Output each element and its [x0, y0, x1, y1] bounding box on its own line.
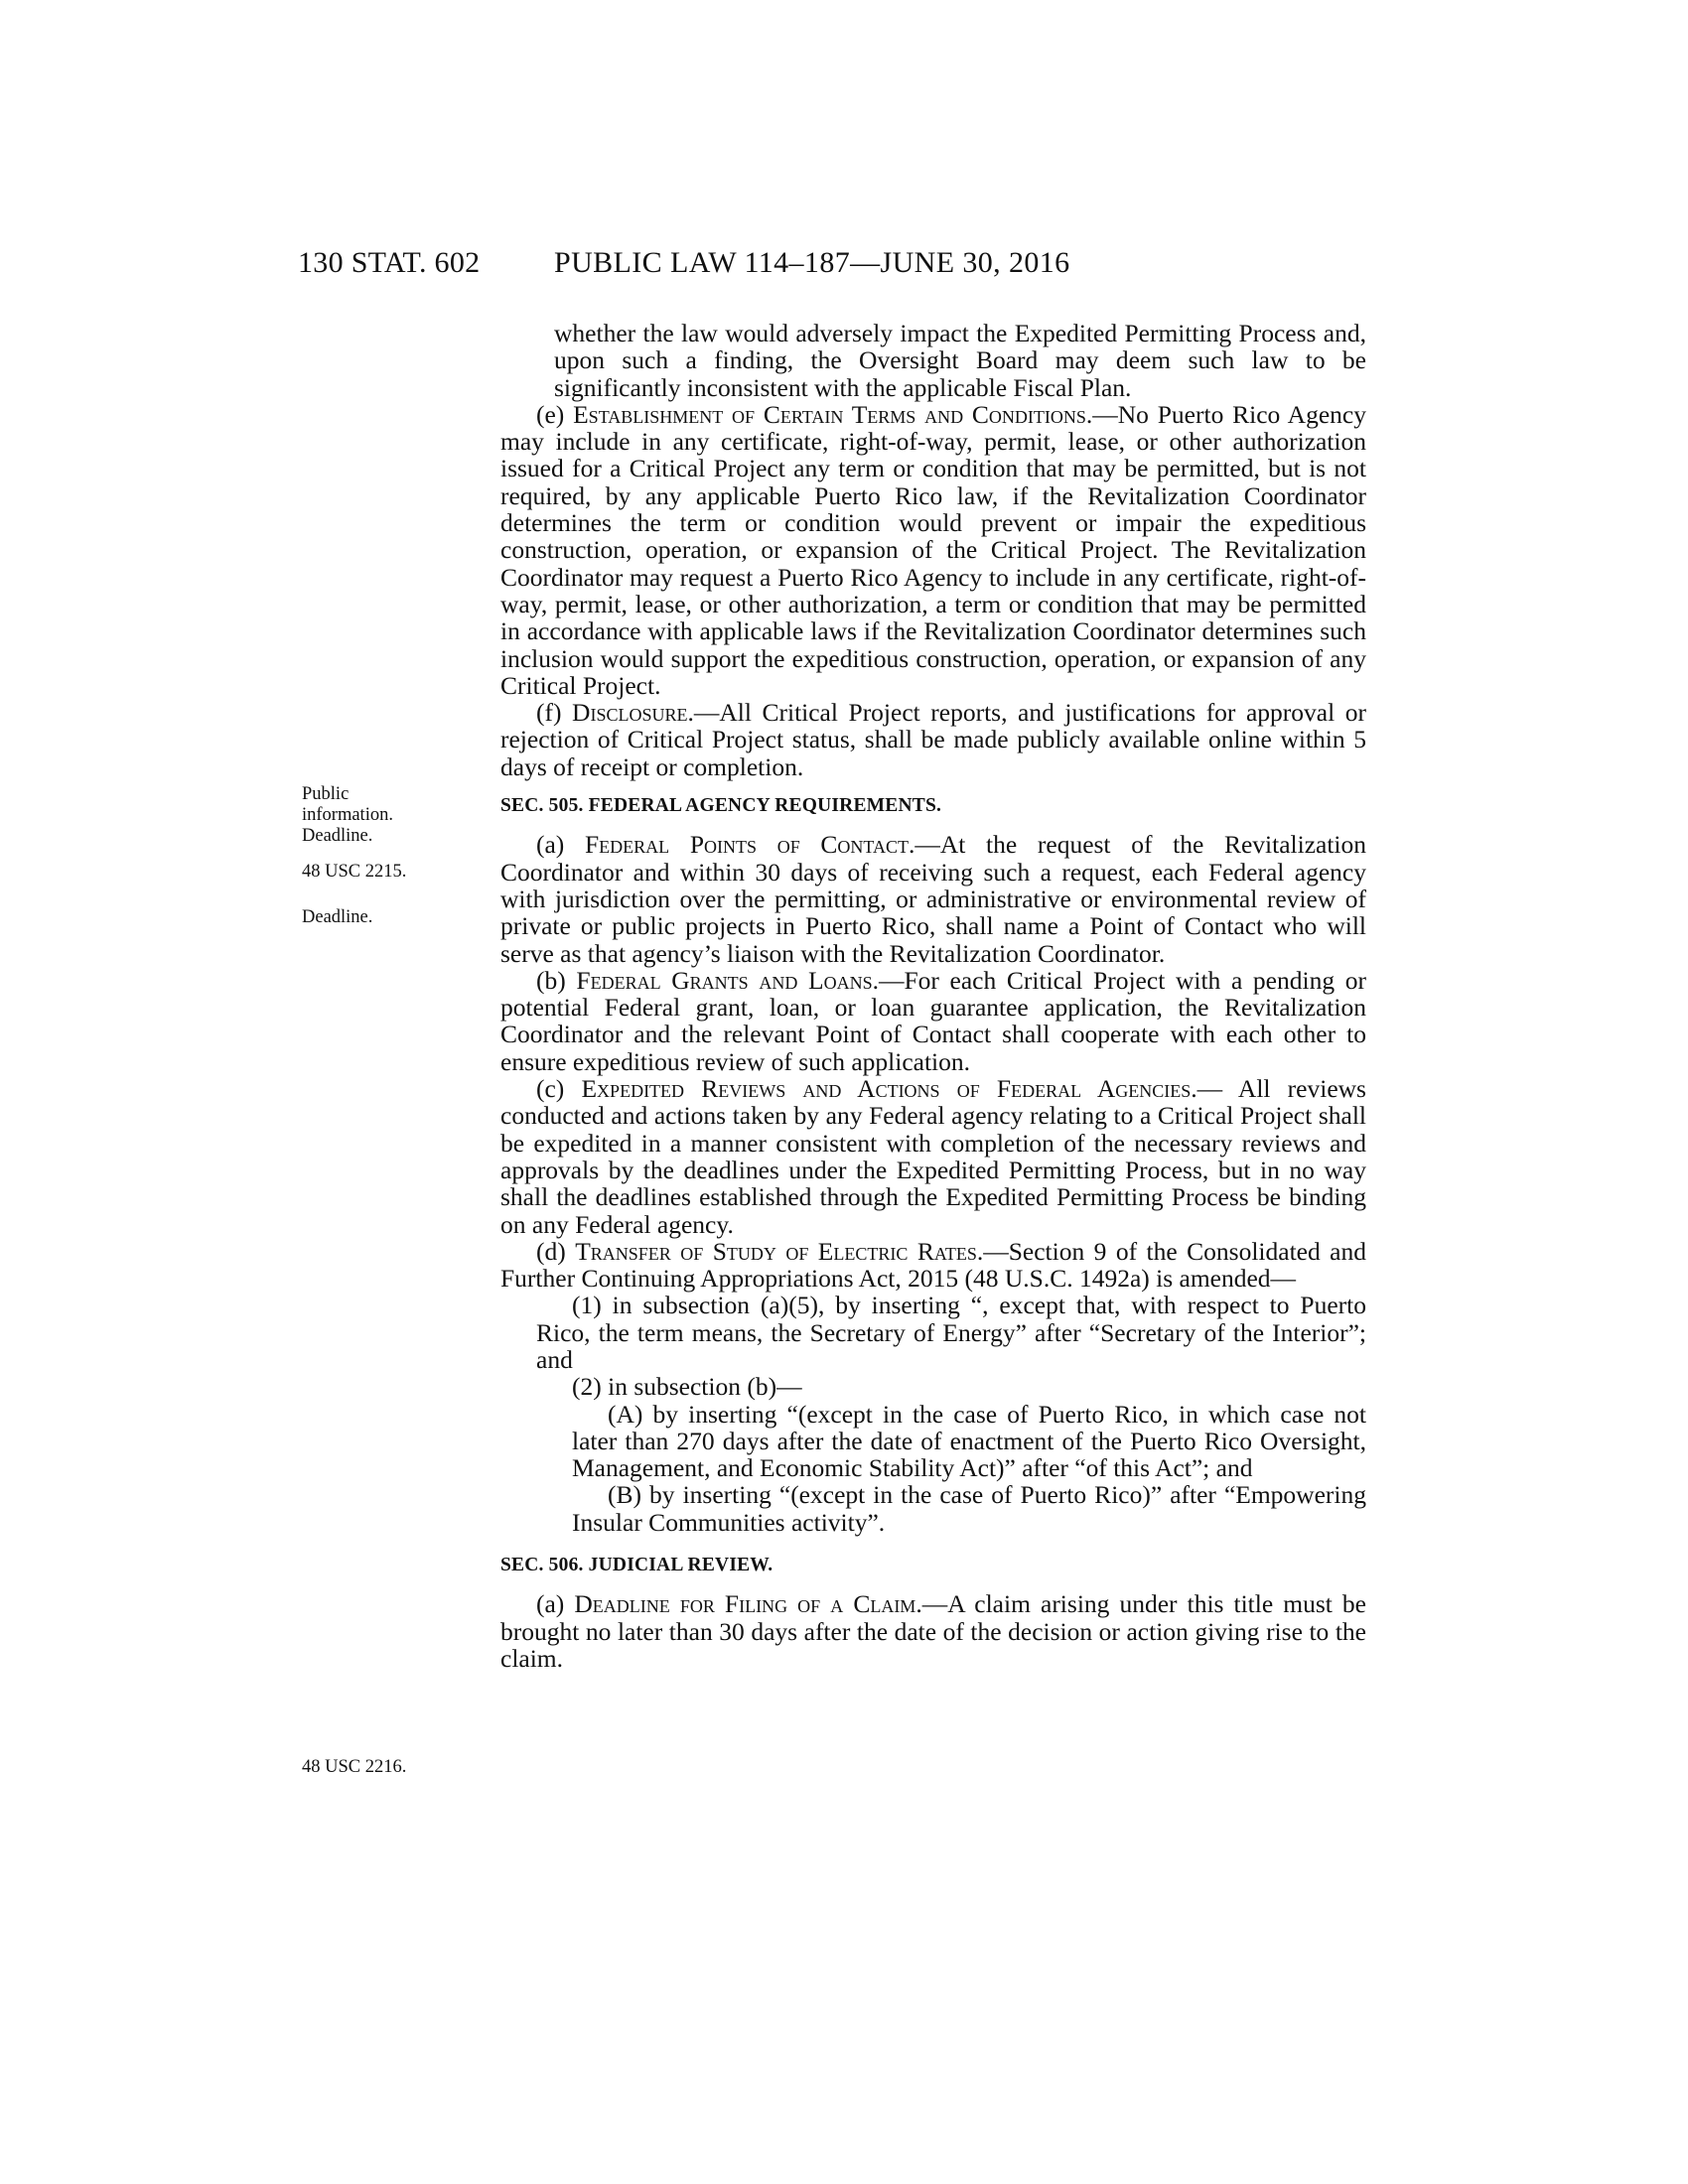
paragraph-text: —For each Critical Project with a pending or potential Federal grant, loan, or loan guarantee application, the Revitalization Coordinator and the relevant Point of Contact shall cooperate with each other to ensure expeditious review of such application.: [500, 965, 1366, 1076]
paragraph-505-b: [500, 967, 1366, 1075]
paragraph-heading: Federal Grants and Loans.: [576, 965, 879, 995]
paragraph-heading: Federal Points of Contact.: [585, 830, 915, 860]
paragraph-number: (f): [536, 698, 573, 728]
document-body: [500, 320, 1366, 1672]
section-506-heading: SEC. 506. JUDICIAL REVIEW.: [500, 1555, 774, 1576]
section-505-heading: SEC. 505. FEDERAL AGENCY REQUIREMENTS.: [500, 795, 942, 817]
paragraph-number: (e): [536, 399, 574, 429]
margin-note-public-information: Public information.: [302, 784, 393, 825]
paragraph-number: (d): [536, 1236, 576, 1266]
paragraph-505-a: [500, 831, 1366, 966]
paragraph-number: (b): [536, 965, 577, 995]
paragraph-text: —At the request of the Revitalization Coordinator and within 30 days of receiving such a request, each Federal agency with jurisdiction over the permitting, or administrative or environmental review of private or public projects in Puerto Rico, shall name a Point of Contact who will serve as that agency’s liaison with the Revitalization Coordinator.: [500, 830, 1367, 968]
paragraph-heading: Deadline for Filing of a Claim.: [574, 1589, 922, 1619]
paragraph-506-a: [500, 1590, 1366, 1672]
margin-note-deadline: Deadline.: [302, 907, 373, 927]
paragraph-number: (c): [536, 1074, 582, 1104]
statute-page-reference: 130 STAT. 602: [298, 246, 481, 279]
paragraph-heading: Disclosure.: [572, 698, 694, 728]
paragraph-heading: Establishment of Certain Terms and Conditions.: [573, 399, 1093, 429]
paragraph-505-d-1: (1) in subsection (a)(5), by inserting “, except that, with respect to Puerto Rico, the term means, the Secretary of Energy” after “Secretary of the Interior”; and: [536, 1291, 1366, 1374]
paragraph-e: [500, 401, 1366, 699]
paragraph-text: —Section 9 of the Consolidated and Further Continuing Appropriations Act, 2015 (48 U.S.C. 1492a) is amended—: [500, 1236, 1366, 1294]
margin-note-deadline: Deadline.: [302, 826, 373, 846]
paragraph-text: —A claim arising under this title must be brought no later than 30 days after the date of the decision or action giving rise to the claim.: [500, 1589, 1366, 1673]
paragraph-505-d-2-B: (B) by inserting “(except in the case of Puerto Rico)” after “Empowering Insular Communities activity”.: [572, 1480, 1366, 1537]
paragraph-continued: whether the law would adversely impact the Expedited Permitting Process and, upon such a finding, the Oversight Board may deem such law to be significantly inconsistent with the applicable Fiscal Plan.: [554, 319, 1366, 402]
paragraph-text: —All Critical Project reports, and justifications for approval or rejection of Critical Project status, shall be made publicly available online within 5 days of receipt or completion.: [500, 698, 1366, 781]
paragraph-text: — All reviews conducted and actions taken by any Federal agency relating to a Critical Project shall be expedited in a manner consistent with completion of the necessary reviews and approvals by the deadlines under the Expedited Permitting Process, but in no way shall the deadlines established through the Expedited Permitting Process be binding on any Federal agency.: [500, 1074, 1366, 1239]
paragraph-505-d-2: (2) in subsection (b)—: [572, 1372, 802, 1402]
margin-note-usc-2216: 48 USC 2216.: [302, 1757, 407, 1777]
paragraph-text: —No Puerto Rico Agency may include in any certificate, right-of-way, permit, lease, or other authorization issued for a Critical Project any term or condition that may be permitted, but is not required, by any applicable Puerto Rico law, if the Revitalization Coordinator determines the term or condition would prevent or impair the expeditious construction, operation, or expansion of the Critical Project. The Revitalization Coordinator may request a Puerto Rico Agency to include in any certificate, right-of-way, permit, lease, or other authorization, a term or condition that may be permitted in accordance with applicable laws if the Revitalization Coordinator determines such inclusion would support the expeditious construction, operation, or expansion of any Critical Project.: [500, 399, 1366, 700]
paragraph-number: (a): [536, 830, 585, 860]
paragraph-505-d: [500, 1238, 1366, 1293]
paragraph-f: [500, 699, 1366, 780]
paragraph-505-d-2-A: (A) by inserting “(except in the case of Puerto Rico, in which case not later than 270 days after the date of enactment of the Puerto Rico Oversight, Management, and Economic Stability Act)” after “of this Act”; and: [572, 1399, 1366, 1483]
page-header-title: PUBLIC LAW 114–187—JUNE 30, 2016: [554, 246, 1070, 279]
paragraph-number: (a): [536, 1589, 575, 1619]
paragraph-heading: Transfer of Study of Electric Rates.: [575, 1236, 984, 1266]
paragraph-heading: Expedited Reviews and Actions of Federal Agencies.: [581, 1074, 1197, 1104]
paragraph-505-c: [500, 1075, 1366, 1238]
margin-note-usc-2215: 48 USC 2215.: [302, 862, 407, 882]
